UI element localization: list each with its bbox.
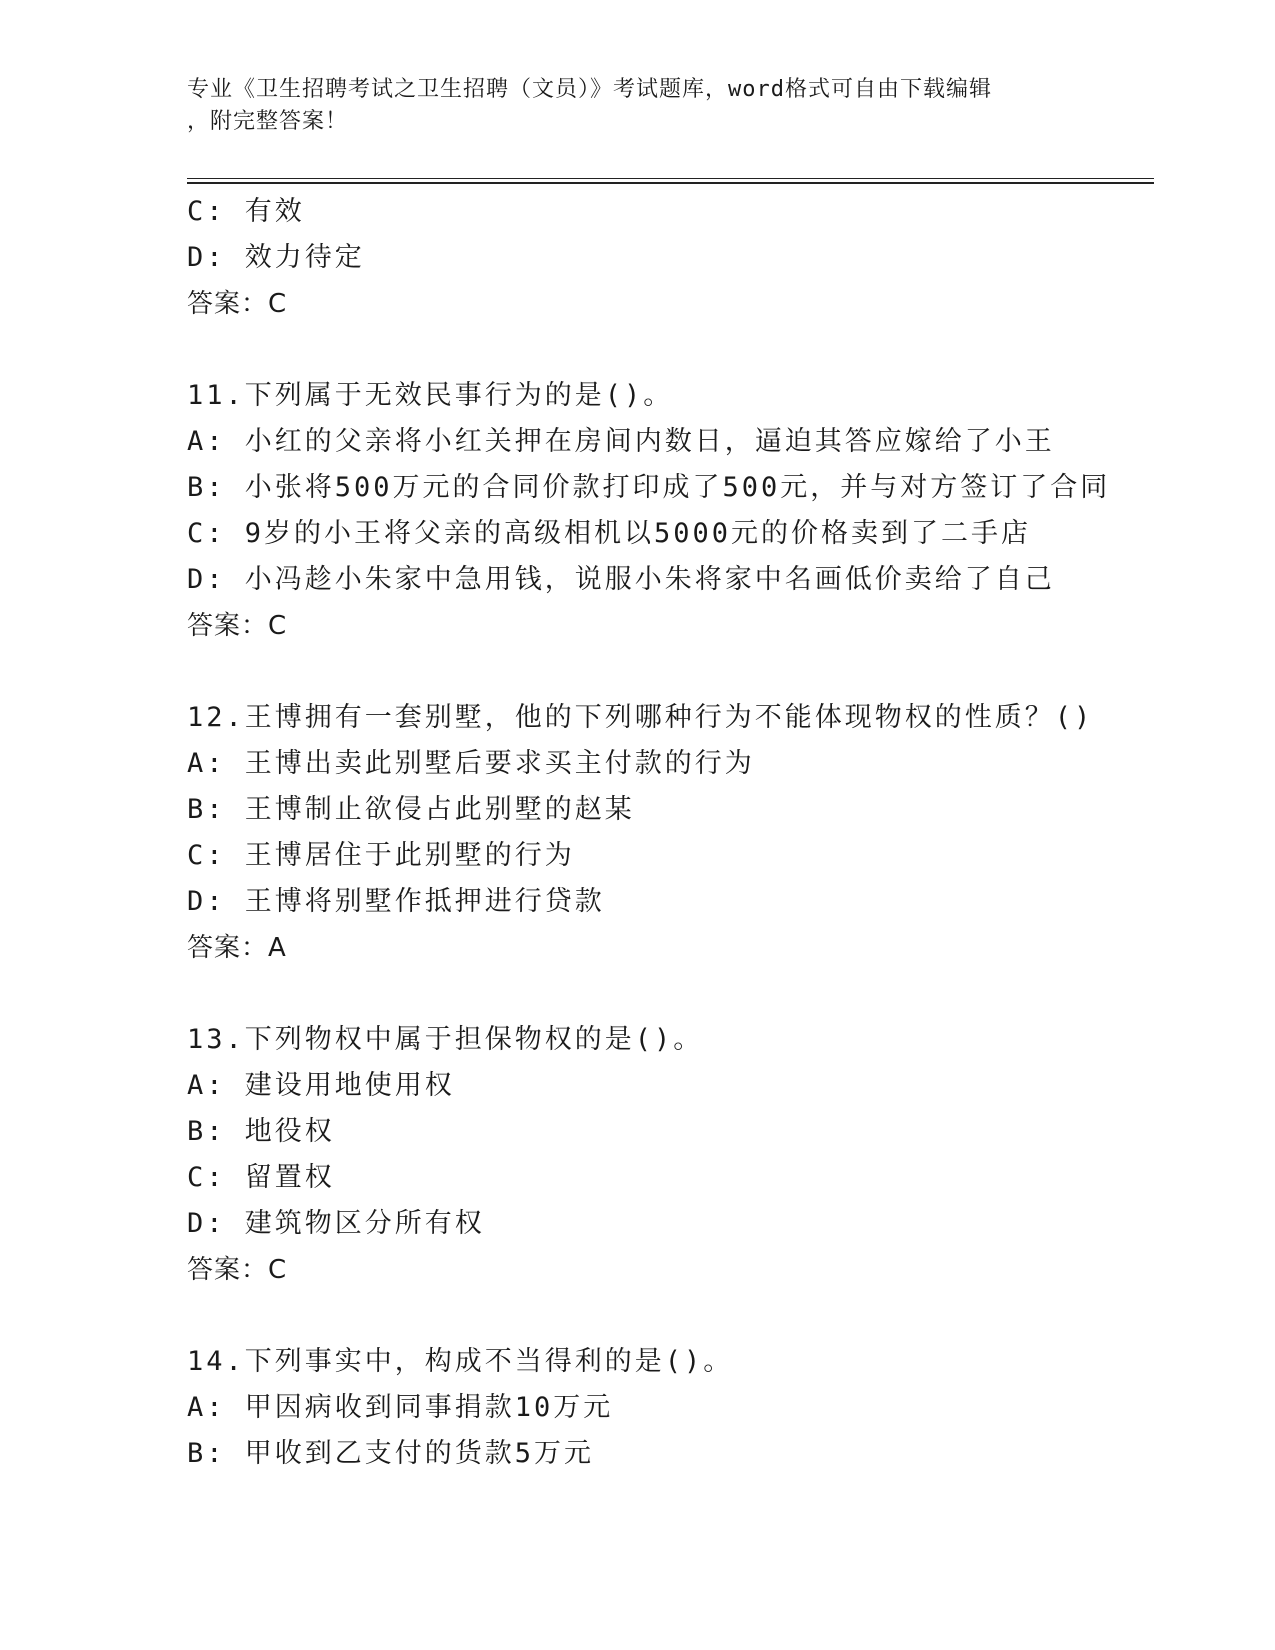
option-a: A: 甲因病收到同事捐款10万元 <box>187 1392 614 1423</box>
option-b: B: 小张将500万元的合同价款打印成了500元，并与对方签订了合同 <box>187 472 1111 503</box>
question-12 <box>187 695 1147 971</box>
option-c: C: 留置权 <box>187 1162 335 1193</box>
spacer <box>187 649 1147 695</box>
option-a: A: 小红的父亲将小红关押在房间内数日，逼迫其答应嫁给了小王 <box>187 426 1055 457</box>
option-d: D: 小冯趁小朱家中急用钱，说服小朱将家中名画低价卖给了自己 <box>187 564 1055 595</box>
header-divider-thick <box>187 182 1154 184</box>
option-c: C: 9岁的小王将父亲的高级相机以5000元的价格卖到了二手店 <box>187 518 1032 549</box>
option-a: A: 建设用地使用权 <box>187 1070 455 1101</box>
option-d: D: 王博将别墅作抵押进行贷款 <box>187 886 605 917</box>
spacer <box>187 1293 1147 1339</box>
answer: 答案：C <box>187 611 288 641</box>
document-header <box>187 74 1087 138</box>
question-13 <box>187 1017 1147 1293</box>
answer: 答案：C <box>187 1255 288 1285</box>
question-stem: 11.下列属于无效民事行为的是()。 <box>187 380 674 411</box>
spacer <box>187 327 1147 373</box>
question-14 <box>187 1339 1147 1477</box>
answer: 答案：A <box>187 933 287 963</box>
question-list <box>187 189 1147 1477</box>
question-stem: 12.王博拥有一套别墅，他的下列哪种行为不能体现物权的性质？() <box>187 702 1094 733</box>
question-11 <box>187 373 1147 649</box>
header-divider-thin <box>187 178 1154 179</box>
option-b: B: 甲收到乙支付的货款5万元 <box>187 1438 595 1469</box>
option-c: C: 王博居住于此别墅的行为 <box>187 840 575 871</box>
spacer <box>187 971 1147 1017</box>
question-10-continued <box>187 189 1147 327</box>
question-stem: 13.下列物权中属于担保物权的是()。 <box>187 1024 704 1055</box>
option-b: B: 地役权 <box>187 1116 335 1147</box>
answer: 答案：C <box>187 289 288 319</box>
header-line-1: 专业《卫生招聘考试之卫生招聘（文员）》考试题库，word格式可自由下载编辑 <box>187 77 992 102</box>
option-d: D: 建筑物区分所有权 <box>187 1208 485 1239</box>
option-c: C: 有效 <box>187 196 305 227</box>
option-d: D: 效力待定 <box>187 242 365 273</box>
option-a: A: 王博出卖此别墅后要求买主付款的行为 <box>187 748 755 779</box>
question-stem: 14.下列事实中，构成不当得利的是()。 <box>187 1346 734 1377</box>
option-b: B: 王博制止欲侵占此别墅的赵某 <box>187 794 635 825</box>
header-line-2: ，附完整答案！ <box>187 109 349 134</box>
